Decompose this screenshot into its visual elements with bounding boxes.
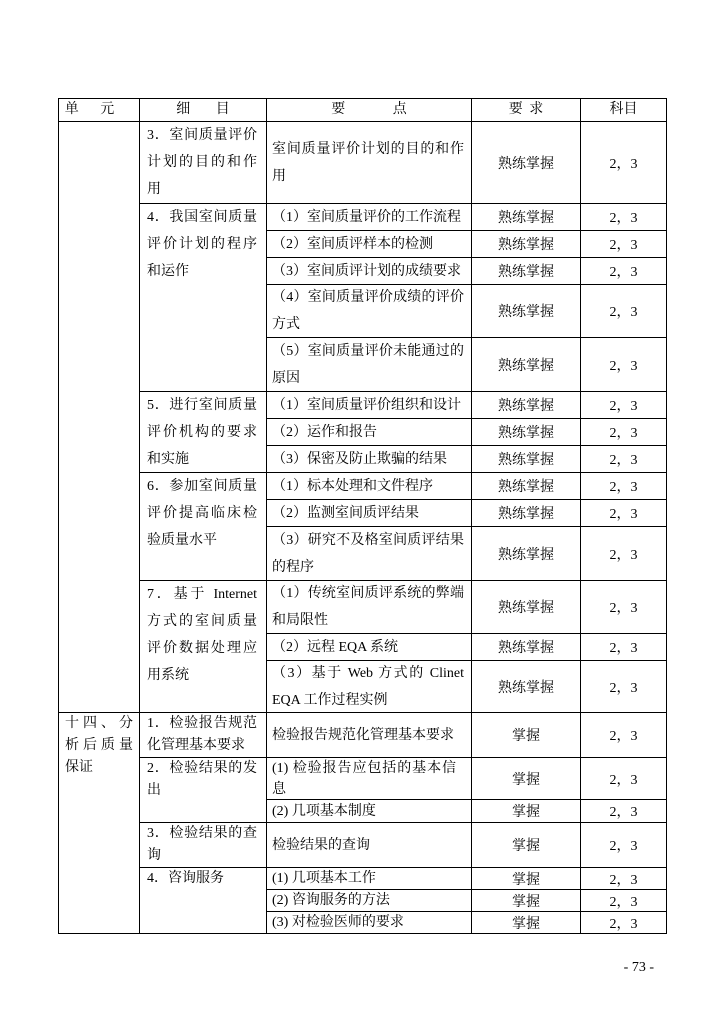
requirement-cell: 熟练掌握	[472, 258, 581, 285]
detail-item-cell: 3．检验结果的查询	[140, 823, 267, 868]
header-requirement: 要 求	[472, 99, 581, 122]
subject-cell: 2，3	[581, 890, 667, 912]
key-point-cell	[267, 338, 472, 392]
requirement-cell: 熟练掌握	[472, 661, 581, 713]
subject-cell: 2，3	[581, 634, 667, 661]
key-point-cell	[267, 500, 472, 527]
key-point-text: (3) 对检验医师的要求	[272, 915, 404, 930]
subject-cell: 2，3	[581, 912, 667, 934]
detail-item-cell: 5．进行室间质量评价机构的要求和实施	[140, 392, 267, 473]
key-point-cell	[267, 713, 472, 758]
key-point-cell	[267, 285, 472, 338]
subject-cell: 2，3	[581, 527, 667, 581]
subject-cell: 2，3	[581, 338, 667, 392]
detail-item-cell: 4．咨询服务	[140, 868, 267, 934]
detail-item-cell: 4．我国室间质量评价计划的程序和运作	[140, 204, 267, 392]
key-point-text: （3）研究不及格室间质评结果的程序	[272, 532, 464, 575]
header-point: 要 点	[267, 99, 472, 122]
detail-item-cell: 7．基于 Internet 方式的室间质量评价数据处理应用系统	[140, 581, 267, 713]
key-point-cell	[267, 231, 472, 258]
key-point-cell	[267, 758, 472, 800]
subject-cell: 2，3	[581, 800, 667, 823]
header-unit: 单 元	[59, 99, 140, 122]
unit-cell	[59, 122, 140, 713]
key-point-text: （5）室间质量评价未能通过的原因	[272, 343, 464, 386]
requirement-cell: 熟练掌握	[472, 285, 581, 338]
key-point-cell	[267, 800, 472, 823]
key-point-text: （2）远程 EQA 系统	[272, 639, 398, 655]
key-point-cell	[267, 419, 472, 446]
subject-cell: 2，3	[581, 122, 667, 204]
requirement-cell: 熟练掌握	[472, 446, 581, 473]
key-point-text: （1）传统室间质评系统的弊端和局限性	[272, 586, 464, 628]
requirement-cell: 熟练掌握	[472, 204, 581, 231]
key-point-cell	[267, 634, 472, 661]
requirement-cell: 熟练掌握	[472, 500, 581, 527]
key-point-cell	[267, 392, 472, 419]
requirement-cell: 掌握	[472, 758, 581, 800]
header-subject: 科目	[581, 99, 667, 122]
detail-item-cell: 3．室间质量评价计划的目的和作用	[140, 122, 267, 204]
key-point-text: (1) 几项基本工作	[272, 871, 376, 886]
key-point-cell	[267, 446, 472, 473]
key-point-text: （3）保密及防止欺骗的结果	[272, 451, 447, 467]
requirement-cell: 掌握	[472, 800, 581, 823]
requirement-cell: 掌握	[472, 713, 581, 758]
key-point-text: （4）室间质量评价成绩的评价方式	[272, 290, 464, 332]
key-point-text: 检验结果的查询	[272, 837, 370, 853]
requirement-cell: 掌握	[472, 912, 581, 934]
unit-cell: 十四、分析后质量保证	[59, 713, 140, 934]
subject-cell: 2，3	[581, 758, 667, 800]
key-point-cell	[267, 204, 472, 231]
key-point-text: （3）基于 Web 方式的 Clinet EQA 工作过程实例	[272, 665, 464, 708]
key-point-cell	[267, 661, 472, 713]
key-point-text: （3）室间质评计划的成绩要求	[272, 263, 461, 279]
detail-item-cell: 6．参加室间质量评价提高临床检验质量水平	[140, 473, 267, 581]
page-number: - 73 -	[623, 960, 654, 975]
key-point-cell	[267, 581, 472, 634]
requirement-cell: 熟练掌握	[472, 338, 581, 392]
subject-cell: 2，3	[581, 868, 667, 890]
key-point-text: （1）标本处理和文件程序	[272, 478, 433, 494]
requirement-cell: 熟练掌握	[472, 231, 581, 258]
header-item: 细 目	[140, 99, 267, 122]
key-point-cell	[267, 258, 472, 285]
detail-item-cell: 2．检验结果的发出	[140, 758, 267, 823]
key-point-text: 检验报告规范化管理基本要求	[272, 727, 454, 743]
requirement-cell: 熟练掌握	[472, 392, 581, 419]
subject-cell: 2，3	[581, 419, 667, 446]
subject-cell: 2，3	[581, 231, 667, 258]
detail-item-cell: 1．检验报告规范化管理基本要求	[140, 713, 267, 758]
subject-cell: 2，3	[581, 823, 667, 868]
requirement-cell: 掌握	[472, 868, 581, 890]
key-point-text: (2) 几项基本制度	[272, 803, 376, 819]
subject-cell: 2，3	[581, 258, 667, 285]
key-point-text: （1）室间质量评价的工作流程	[272, 209, 461, 225]
key-point-text: （2）运作和报告	[272, 424, 377, 440]
key-point-cell	[267, 122, 472, 204]
key-point-text: (2) 咨询服务的方法	[272, 893, 390, 908]
requirement-cell: 熟练掌握	[472, 527, 581, 581]
requirement-cell: 掌握	[472, 823, 581, 868]
requirement-cell: 掌握	[472, 890, 581, 912]
subject-cell: 2，3	[581, 581, 667, 634]
key-point-cell	[267, 823, 472, 868]
key-point-cell	[267, 890, 472, 912]
subject-cell: 2，3	[581, 446, 667, 473]
key-point-cell	[267, 912, 472, 934]
subject-cell: 2，3	[581, 204, 667, 231]
subject-cell: 2，3	[581, 713, 667, 758]
subject-cell: 2，3	[581, 473, 667, 500]
requirement-cell: 熟练掌握	[472, 122, 581, 204]
subject-cell: 2，3	[581, 661, 667, 713]
key-point-cell	[267, 527, 472, 581]
key-point-text: （1）室间质量评价组织和设计	[272, 397, 461, 413]
key-point-text: （2）室间质评样本的检测	[272, 236, 433, 252]
key-point-text: 室间质量评价计划的目的和作用	[272, 141, 464, 184]
syllabus-table	[58, 98, 667, 934]
subject-cell: 2，3	[581, 500, 667, 527]
requirement-cell: 熟练掌握	[472, 419, 581, 446]
requirement-cell: 熟练掌握	[472, 581, 581, 634]
subject-cell: 2，3	[581, 285, 667, 338]
requirement-cell: 熟练掌握	[472, 473, 581, 500]
key-point-text: （2）监测室间质评结果	[272, 505, 419, 521]
key-point-cell	[267, 473, 472, 500]
key-point-cell	[267, 868, 472, 890]
subject-cell: 2，3	[581, 392, 667, 419]
requirement-cell: 熟练掌握	[472, 634, 581, 661]
key-point-text: (1) 检验报告应包括的基本信息	[272, 760, 456, 797]
